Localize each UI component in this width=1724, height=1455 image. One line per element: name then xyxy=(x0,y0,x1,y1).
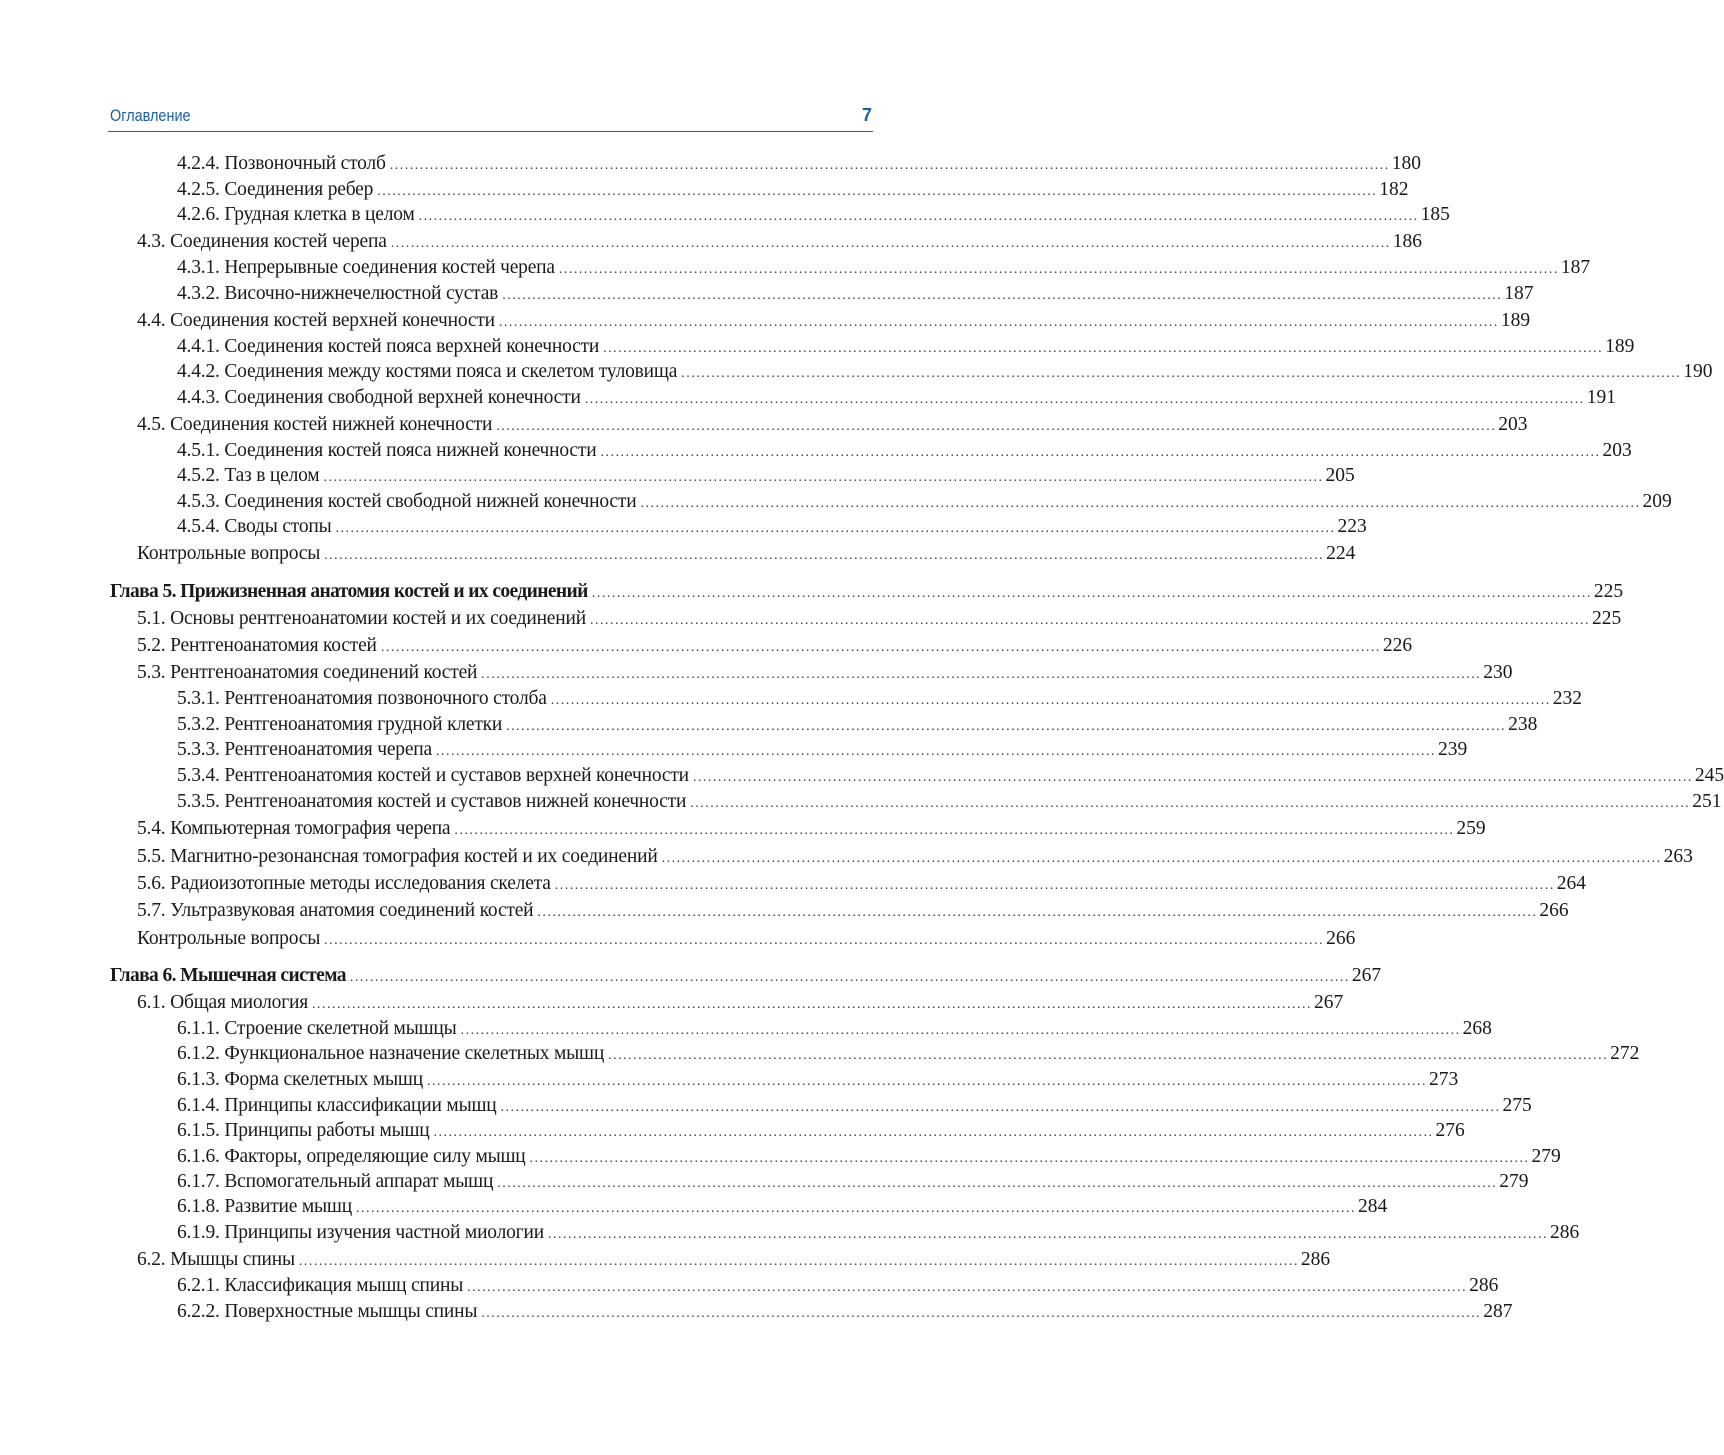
entry-title: Глава 5. Прижизненная анатомия костей и их соединений xyxy=(110,581,588,602)
entry-page: 225 xyxy=(1591,608,1622,629)
toc-entry xyxy=(137,413,1528,439)
dot-leader: ........................................................................................................................................................................................................ xyxy=(426,1074,1427,1089)
toc-entry xyxy=(137,661,1513,687)
dot-leader: ........................................................................................................................................................................................................ xyxy=(529,1151,1530,1166)
entry-page: 224 xyxy=(1326,543,1356,564)
entry-title: 4.5.4. Своды стопы xyxy=(177,516,332,537)
dot-leader: ........................................................................................................................................................................................................ xyxy=(481,1306,1482,1321)
dot-leader: ........................................................................................................................................................................................................ xyxy=(640,496,1641,511)
toc-entry xyxy=(177,464,1355,490)
dot-leader: ........................................................................................................................................................................................................ xyxy=(506,719,1507,734)
dot-leader: ........................................................................................................................................................................................................ xyxy=(324,933,1325,948)
dot-leader: ........................................................................................................................................................................................................ xyxy=(589,613,1590,628)
entry-title: 5.3. Рентгеноанатомия соединений костей xyxy=(137,662,478,683)
entry-title: 4.2.5. Соединения ребер xyxy=(177,179,374,200)
toc-entry xyxy=(177,490,1672,516)
dot-leader: ........................................................................................................................................................................................................ xyxy=(335,521,1336,536)
entry-title: 6.1.8. Развитие мышц xyxy=(177,1196,352,1217)
toc-entry xyxy=(177,687,1582,713)
entry-title: 4.5. Соединения костей нижней конечности xyxy=(137,414,493,435)
entry-page: 273 xyxy=(1428,1069,1459,1090)
toc-entry xyxy=(137,309,1531,335)
entry-page: 223 xyxy=(1337,516,1367,537)
toc-entry xyxy=(137,817,1486,843)
toc-entry xyxy=(177,203,1450,229)
dot-leader: ........................................................................................................................................................................................................ xyxy=(436,744,1436,759)
dot-leader: ........................................................................................................................................................................................................ xyxy=(298,1254,1299,1269)
toc-entry xyxy=(177,713,1538,739)
entry-page: 276 xyxy=(1435,1120,1465,1141)
entry-title: 4.3.2. Височно-нижнечелюстной сустав xyxy=(177,283,499,304)
dot-leader: ........................................................................................................................................................................................................ xyxy=(690,796,1691,811)
dot-leader: ........................................................................................................................................................................................................ xyxy=(547,1227,1548,1242)
dot-leader: ........................................................................................................................................................................................................ xyxy=(323,470,1324,485)
dot-leader: ........................................................................................................................................................................................................ xyxy=(603,341,1604,356)
entry-title: 6.1.6. Факторы, определяющие силу мышц xyxy=(177,1146,526,1167)
header-rule xyxy=(108,131,873,132)
dot-leader: ........................................................................................................................................................................................................ xyxy=(502,288,1503,303)
entry-page: 190 xyxy=(1683,361,1713,382)
toc-entry xyxy=(177,1300,1513,1326)
entry-page: 286 xyxy=(1549,1222,1580,1243)
toc-entry xyxy=(137,607,1622,633)
entry-title: 6.1.5. Принципы работы мышц xyxy=(177,1120,430,1141)
toc-entry xyxy=(177,764,1724,790)
entry-title: 5.6. Радиоизотопные методы исследования скелета xyxy=(137,873,551,894)
entry-title: 6.2. Мышцы спины xyxy=(137,1249,295,1270)
toc-entry xyxy=(177,790,1722,816)
entry-page: 287 xyxy=(1483,1301,1513,1322)
dot-leader: ........................................................................................................................................................................................................ xyxy=(349,970,1350,985)
dot-leader: ........................................................................................................................................................................................................ xyxy=(554,878,1555,893)
entry-title: 6.1.1. Строение скелетной мышцы xyxy=(177,1018,457,1039)
entry-title: 6.1.4. Принципы классификации мышц xyxy=(177,1095,497,1116)
toc-entry xyxy=(137,1248,1331,1274)
entry-title: 6.1.7. Вспомогательный аппарат мышц xyxy=(177,1171,494,1192)
toc-entry xyxy=(177,1170,1529,1196)
entry-page: 203 xyxy=(1498,414,1528,435)
entry-title: 4.4.1. Соединения костей пояса верхней конечности xyxy=(177,336,600,357)
entry-page: 279 xyxy=(1531,1146,1561,1167)
entry-title: 5.3.4. Рентгеноанатомия костей и суставов верхней конечности xyxy=(177,765,689,786)
toc-entry xyxy=(177,386,1616,412)
toc-entry xyxy=(177,1094,1532,1120)
entry-page: 263 xyxy=(1663,846,1693,867)
toc-entry xyxy=(177,738,1468,764)
entry-page: 182 xyxy=(1379,179,1409,200)
dot-leader: ........................................................................................................................................................................................................ xyxy=(418,209,1419,224)
entry-title: 4.2.6. Грудная клетка в целом xyxy=(177,204,415,225)
entry-page: 185 xyxy=(1420,204,1450,225)
entry-page: 286 xyxy=(1469,1275,1499,1296)
entry-page: 238 xyxy=(1508,714,1538,735)
entry-title: 6.1.3. Форма скелетных мышц xyxy=(177,1069,423,1090)
toc-entry xyxy=(177,1017,1492,1043)
entry-page: 189 xyxy=(1605,336,1635,357)
toc-entry xyxy=(137,927,1356,953)
toc-entry xyxy=(177,1119,1465,1145)
toc-entry xyxy=(137,845,1693,871)
entry-title: 5.3.2. Рентгеноанатомия грудной клетки xyxy=(177,714,503,735)
toc-entry xyxy=(177,515,1367,541)
dot-leader: ........................................................................................................................................................................................................ xyxy=(460,1023,1461,1038)
toc-entry xyxy=(177,152,1421,178)
entry-title: 6.1.9. Принципы изучения частной миологии xyxy=(177,1222,544,1243)
toc-entry xyxy=(177,360,1713,386)
entry-title: 4.2.4. Позвоночный столб xyxy=(177,153,386,174)
dot-leader: ........................................................................................................................................................................................................ xyxy=(433,1125,1434,1140)
entry-page: 186 xyxy=(1392,231,1422,252)
entry-title: 4.4.3. Соединения свободной верхней конечности xyxy=(177,387,581,408)
toc-entry xyxy=(177,335,1635,361)
dot-leader: ........................................................................................................................................................................................................ xyxy=(600,445,1601,460)
entry-page: 187 xyxy=(1504,283,1534,304)
entry-title: 6.1.2. Функциональное назначение скелетных мышц xyxy=(177,1043,605,1064)
toc-entry xyxy=(177,178,1409,204)
entry-page: 180 xyxy=(1391,153,1421,174)
toc-entry xyxy=(177,1042,1640,1068)
dot-leader: ........................................................................................................................................................................................................ xyxy=(558,262,1559,277)
entry-page: 203 xyxy=(1602,440,1632,461)
entry-page: 267 xyxy=(1351,965,1382,986)
entry-page: 245 xyxy=(1694,765,1724,786)
entry-title: Глава 6. Мышечная система xyxy=(110,965,346,986)
entry-page: 267 xyxy=(1314,992,1344,1013)
entry-page: 259 xyxy=(1456,818,1486,839)
entry-page: 239 xyxy=(1438,739,1468,760)
entry-title: 6.1. Общая миология xyxy=(137,992,308,1013)
dot-leader: ........................................................................................................................................................................................................ xyxy=(454,823,1455,838)
entry-title: 6.2.1. Классификация мышц спины xyxy=(177,1275,464,1296)
entry-page: 225 xyxy=(1593,581,1624,602)
entry-title: 5.3.5. Рентгеноанатомия костей и суставов нижней конечности xyxy=(177,791,687,812)
entry-title: 4.4. Соединения костей верхней конечности xyxy=(137,310,495,331)
toc-entry xyxy=(177,256,1591,282)
entry-page: 286 xyxy=(1300,1249,1331,1270)
entry-title: 5.2. Рентгеноанатомия костей xyxy=(137,635,377,656)
dot-leader: ........................................................................................................................................................................................................ xyxy=(692,770,1693,785)
entry-page: 266 xyxy=(1539,900,1569,921)
toc-entry xyxy=(177,439,1632,465)
entry-title: 5.5. Магнитно-резонансная томография костей и их соединений xyxy=(137,846,658,867)
entry-title: 5.7. Ультразвуковая анатомия соединений костей xyxy=(137,900,534,921)
entry-page: 226 xyxy=(1382,635,1413,656)
entry-title: 5.3.1. Рентгеноанатомия позвоночного столба xyxy=(177,688,547,709)
entry-title: 5.3.3. Рентгеноанатомия черепа xyxy=(177,739,432,760)
toc-entry xyxy=(137,872,1586,898)
entry-page: 209 xyxy=(1642,491,1672,512)
dot-leader: ........................................................................................................................................................................................................ xyxy=(312,997,1312,1012)
dot-leader: ........................................................................................................................................................................................................ xyxy=(481,667,1482,682)
dot-leader: ........................................................................................................................................................................................................ xyxy=(497,1176,1498,1191)
toc-entry xyxy=(137,899,1569,925)
entry-title: 6.2.2. Поверхностные мышцы спины xyxy=(177,1301,478,1322)
entry-title: Контрольные вопросы xyxy=(137,928,321,949)
entry-page: 268 xyxy=(1462,1018,1492,1039)
page-number: 7 xyxy=(861,105,872,125)
entry-page: 264 xyxy=(1556,873,1586,894)
toc-entry xyxy=(137,634,1413,660)
dot-leader: ........................................................................................................................................................................................................ xyxy=(355,1201,1356,1216)
dot-leader: ........................................................................................................................................................................................................ xyxy=(584,392,1585,407)
toc-chapter-entry xyxy=(110,580,1624,606)
entry-title: 4.4.2. Соединения между костями пояса и скелетом туловища xyxy=(177,361,678,382)
entry-page: 266 xyxy=(1326,928,1356,949)
entry-title: 4.3.1. Непрерывные соединения костей черепа xyxy=(177,257,555,278)
dot-leader: ........................................................................................................................................................................................................ xyxy=(500,1100,1501,1115)
entry-page: 279 xyxy=(1499,1171,1529,1192)
entry-page: 191 xyxy=(1586,387,1616,408)
entry-page: 284 xyxy=(1357,1196,1388,1217)
dot-leader: ........................................................................................................................................................................................................ xyxy=(608,1048,1609,1063)
entry-title: 5.1. Основы рентгеноанатомии костей и их соединений xyxy=(137,608,586,629)
toc-entry xyxy=(137,991,1344,1017)
entry-title: 5.4. Компьютерная томография черепа xyxy=(137,818,451,839)
dot-leader: ........................................................................................................................................................................................................ xyxy=(380,640,1381,655)
entry-page: 205 xyxy=(1325,465,1355,486)
dot-leader: ........................................................................................................................................................................................................ xyxy=(591,586,1592,601)
entry-page: 272 xyxy=(1610,1043,1640,1064)
toc-entry xyxy=(137,230,1422,256)
dot-leader: ........................................................................................................................................................................................................ xyxy=(389,158,1390,173)
toc-entry xyxy=(177,1145,1561,1171)
dot-leader: ........................................................................................................................................................................................................ xyxy=(377,184,1378,199)
toc-chapter-entry xyxy=(110,964,1382,990)
entry-title: 4.5.3. Соединения костей свободной нижней конечности xyxy=(177,491,637,512)
dot-leader: ........................................................................................................................................................................................................ xyxy=(324,548,1325,563)
entry-title: 4.3. Соединения костей черепа xyxy=(137,231,387,252)
entry-title: 4.5.1. Соединения костей пояса нижней конечности xyxy=(177,440,597,461)
entry-title: 4.5.2. Таз в целом xyxy=(177,465,320,486)
toc-entry xyxy=(177,1195,1388,1221)
dot-leader: ........................................................................................................................................................................................................ xyxy=(550,693,1551,708)
dot-leader: ........................................................................................................................................................................................................ xyxy=(661,851,1662,866)
entry-page: 232 xyxy=(1552,688,1582,709)
entry-page: 187 xyxy=(1560,257,1591,278)
toc-entry xyxy=(177,282,1534,308)
toc-entry xyxy=(177,1274,1499,1300)
entry-page: 275 xyxy=(1502,1095,1532,1116)
entry-page: 189 xyxy=(1500,310,1531,331)
running-header-title: Оглавление xyxy=(110,106,191,125)
toc-entry xyxy=(177,1221,1580,1247)
toc-entry xyxy=(137,542,1356,568)
dot-leader: ........................................................................................................................................................................................................ xyxy=(467,1280,1468,1295)
dot-leader: ........................................................................................................................................................................................................ xyxy=(496,419,1497,434)
entry-title: Контрольные вопросы xyxy=(137,543,321,564)
dot-leader: ........................................................................................................................................................................................................ xyxy=(537,905,1538,920)
entry-page: 251 xyxy=(1692,791,1722,812)
dot-leader: ........................................................................................................................................................................................................ xyxy=(498,315,1499,330)
entry-page: 230 xyxy=(1483,662,1513,683)
dot-leader: ........................................................................................................................................................................................................ xyxy=(390,236,1391,251)
toc-entry xyxy=(177,1068,1459,1094)
dot-leader: ........................................................................................................................................................................................................ xyxy=(681,366,1682,381)
